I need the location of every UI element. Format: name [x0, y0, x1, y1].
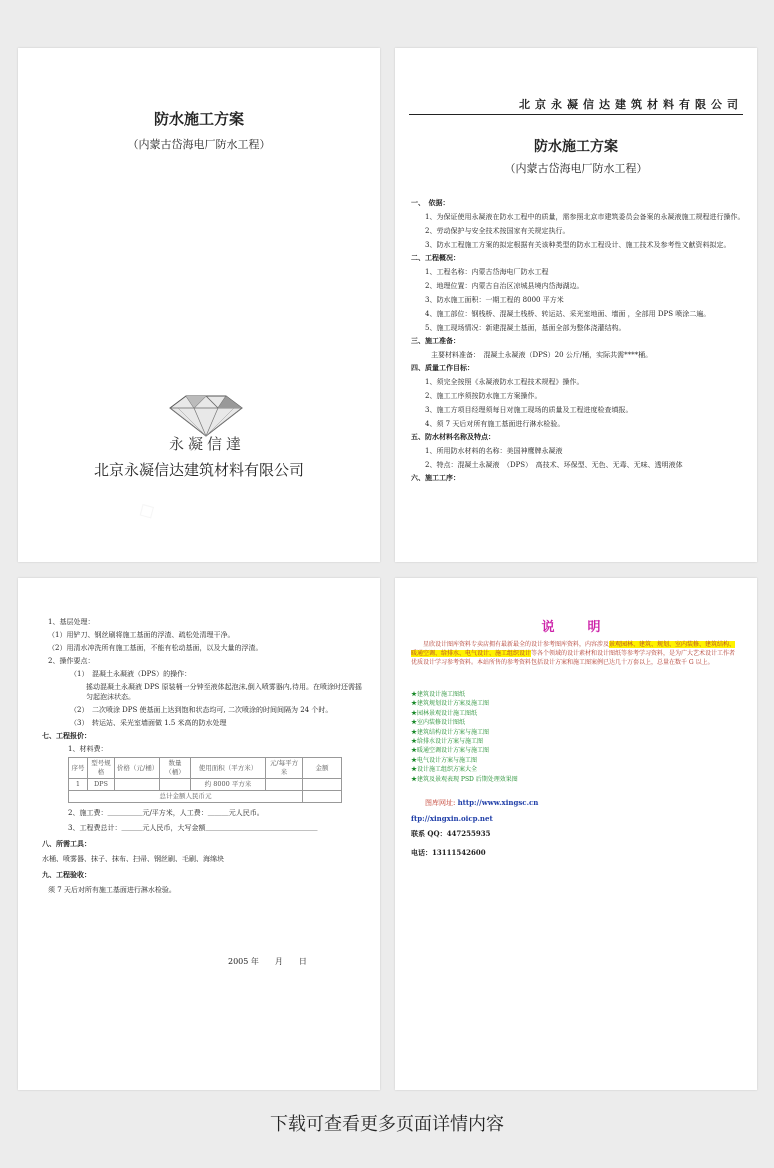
list-item: 2、地理位置：内蒙古自治区凉城县境内岱海湖边。 [425, 282, 584, 290]
table-header-cell: 数量（桶） [160, 758, 191, 779]
list-item: 1、所用防水材料的名称：美国神鹰牌永凝液 [425, 447, 563, 455]
section-heading: 六、施工工序： [411, 473, 460, 482]
signature-date: 2005 年 月 日 [228, 957, 307, 966]
section-heading: 五、防水材料名称及特点： [411, 432, 495, 441]
watermark [133, 495, 160, 525]
step-line: （2） 二次喷涂 DPS 使基面上达到饱和状态均可, 二次喷涂的时间间隔为 24 个时。 [70, 706, 333, 714]
section-heading: 一、 依据： [411, 198, 450, 207]
contact-qq: 联系 QQ：447255935 [411, 829, 491, 838]
table-total-row [69, 791, 342, 803]
table-total-cell: 总计金额人民币元 [69, 791, 303, 803]
page-2-plan [395, 48, 757, 562]
total-fee: 3、工程费总计：＿＿＿元人民币，大写金额＿＿＿＿＿＿＿＿＿＿＿＿＿＿＿＿ [68, 824, 318, 832]
list-item: 3、防水工程施工方案的拟定根据有关该种类型的防水工程设计、施工技术及参考性文献资料拟定。 [425, 241, 731, 249]
table-cell [303, 779, 342, 791]
cover-title: 防水施工方案 [153, 110, 244, 128]
page-3-procedure [18, 578, 380, 1090]
table-row [69, 779, 342, 791]
step-line: （3） 转运站、采光室墙面做 1.5 米高的防水处理 [70, 719, 227, 727]
acceptance-text: 须 7 天后对所有施工基面进行淋水检验。 [48, 886, 176, 894]
site-label: 图库网址: [425, 799, 458, 807]
step-line: 1、基层处理： [48, 618, 95, 626]
list-item: 3、施工方项目经理须每日对施工现场的质量及工程进度检查填报。 [425, 406, 633, 414]
section-heading: 八、所需工具： [42, 839, 91, 848]
list-item: ★建筑及景观表现 PSD 后期处理效果图 [411, 775, 518, 783]
list-item: ★建筑结构设计方案与施工图 [411, 728, 490, 736]
tools-list: 水桶、喷雾器、抹子、抹布、扫帚、钢丝刷、毛刷、海绵块 [42, 855, 224, 863]
list-item: 2、特点：混凝土永凝液 （DPS） 高技术、环保型、无色、无毒、无味、透明液体 [425, 461, 683, 469]
page-1-cover [18, 48, 380, 562]
step-line: 2、操作要点： [48, 657, 95, 665]
list-item: 4、施工部位：钢栈桥、混凝土栈桥、转运站、采光室地面、墙面 ，全部用 DPS 喷涂二遍。 [425, 310, 711, 318]
list-item: ★电气设计方案与施工图 [411, 756, 478, 764]
list-item: ★暖通空调设计方案与施工图 [411, 747, 490, 755]
more-pages-caption[interactable]: 下载可查看更多页面详情内容 [270, 1114, 504, 1135]
plan-title: 防水施工方案 [534, 139, 618, 155]
plan-subtitle: （内蒙古岱海电厂防水工程） [504, 162, 648, 175]
list-item: ★设计施工组织方案大全 [411, 766, 478, 774]
table-cell: 约 8000 平方米 [191, 779, 266, 791]
price-table [68, 757, 342, 803]
table-header-cell: 序号 [69, 758, 88, 779]
company-name: 北京永凝信达建筑材料有限公司 [93, 461, 304, 479]
procedure-body [42, 614, 368, 895]
material-fee-label: 1、材料费： [68, 745, 108, 753]
table-cell: DPS [88, 779, 115, 791]
intro-text: 等各个领域的设计素材和设计图纸等参考学习资料，是为广大艺术设计工作者优质设计学习参考资料。本站所售的参考资料包括设计方案和施工图案例已达几十万套以上，总量在数千 G 以上。 [411, 650, 736, 666]
plan-body [411, 198, 745, 483]
table-header-cell: 价格（元/桶） [115, 758, 160, 779]
cover-subtitle: （内蒙古岱海电厂防水工程） [127, 138, 271, 151]
ftp-link[interactable]: ftp://xingxin.oicp.net [411, 814, 493, 823]
materials-text: 主要材料准备： 混凝土永凝液（DPS）20 公斤/桶，实际共需****桶。 [431, 351, 653, 359]
site-line [425, 798, 538, 808]
list-item: ★室内装修设计图纸 [411, 719, 466, 727]
list-item: ★园林景观设计施工图纸 [411, 709, 478, 717]
list-item: ★建筑设计施工图纸 [411, 691, 466, 698]
intro-highlight: 景观园林、建筑、规划、室内装修、建筑结构、暖通空调、给排水、电气设计、施工组织设计 [411, 641, 736, 657]
site-link[interactable]: http://www.xingsc.cn [457, 798, 539, 807]
table-cell [266, 779, 303, 791]
table-cell [115, 779, 160, 791]
list-item: 4、须 7 天后对所有施工基面进行淋水检验。 [425, 420, 565, 428]
logo-text: 永凝信達 [168, 435, 245, 453]
list-item: 3、防水施工面积：一期工程的 8000 平方米 [425, 296, 564, 304]
resource-list [411, 690, 741, 784]
step-line: （1） 混凝土永凝液（DPS）的操作： [70, 670, 192, 678]
section-heading: 二、工程概况： [411, 253, 460, 262]
list-item: 1、须完全按照《永凝液防水工程技术规程》操作。 [425, 378, 584, 386]
step-line: 搖动混凝土永凝液 DPS 原装桶一分钟至液体起泡沫,倒入喷雾器内,待用。在喷涂时还需摇匀起泡沫状态。 [86, 683, 363, 701]
table-cell [303, 791, 342, 803]
list-item: ★建筑规划设计方案及施工图 [411, 700, 490, 708]
list-item: 5、施工现场情况：新建混凝土基面，基面全部为整体浇灌结构。 [425, 324, 626, 332]
section-heading: 七、工程报价： [42, 731, 91, 740]
list-item: 1、为保证使用永凝液在防水工程中的质量，需参照北京市建筑委员会备案的永凝液施工规程进行操作。 [425, 213, 745, 221]
list-item: ★给排水设计方案与施工图 [411, 738, 484, 746]
notes-title: 说 明 [541, 620, 611, 635]
contact-phone: 电话：13111542600 [411, 848, 486, 857]
list-item: 2、劳动保护与安全技术按国家有关规定执行。 [425, 227, 570, 235]
section-heading: 三、施工准备： [411, 336, 460, 345]
step-line: （1）用铲刀、钢丝刷将施工基面的浮渣、疏松处清理干净。 [48, 631, 235, 639]
list-item: 2、施工工序须按防水施工方案操作。 [425, 392, 542, 400]
list-item: 1、工程名称：内蒙古岱海电厂防水工程 [425, 268, 549, 276]
table-header-cell: 型号规格 [88, 758, 115, 779]
table-cell [160, 779, 191, 791]
step-line: （2）用清水冲洗所有施工基面，不能有松动基面，以及大量的浮渣。 [48, 644, 263, 652]
company-header: 北京永凝信达建筑材料有限公司 [409, 96, 743, 115]
construction-fee: 2、施工费：＿＿＿＿＿元/平方米，人工费：＿＿＿元人民币。 [68, 809, 264, 817]
intro-text: 星欣设计图库资料专卖店拥有最新最全的设计参考图库资料，内容涉及 [423, 641, 610, 648]
table-header-cell: 金额 [303, 758, 342, 779]
notes-intro [411, 640, 741, 667]
table-cell: 1 [69, 779, 88, 791]
section-heading: 四、质量工作目标： [411, 363, 474, 372]
table-header-cell: 元/每平方米 [266, 758, 303, 779]
table-header-cell: 使用面积（平方米） [191, 758, 266, 779]
section-heading: 九、工程验收： [42, 870, 91, 879]
page-4-notes [395, 578, 757, 1090]
table-header-row [69, 758, 342, 779]
